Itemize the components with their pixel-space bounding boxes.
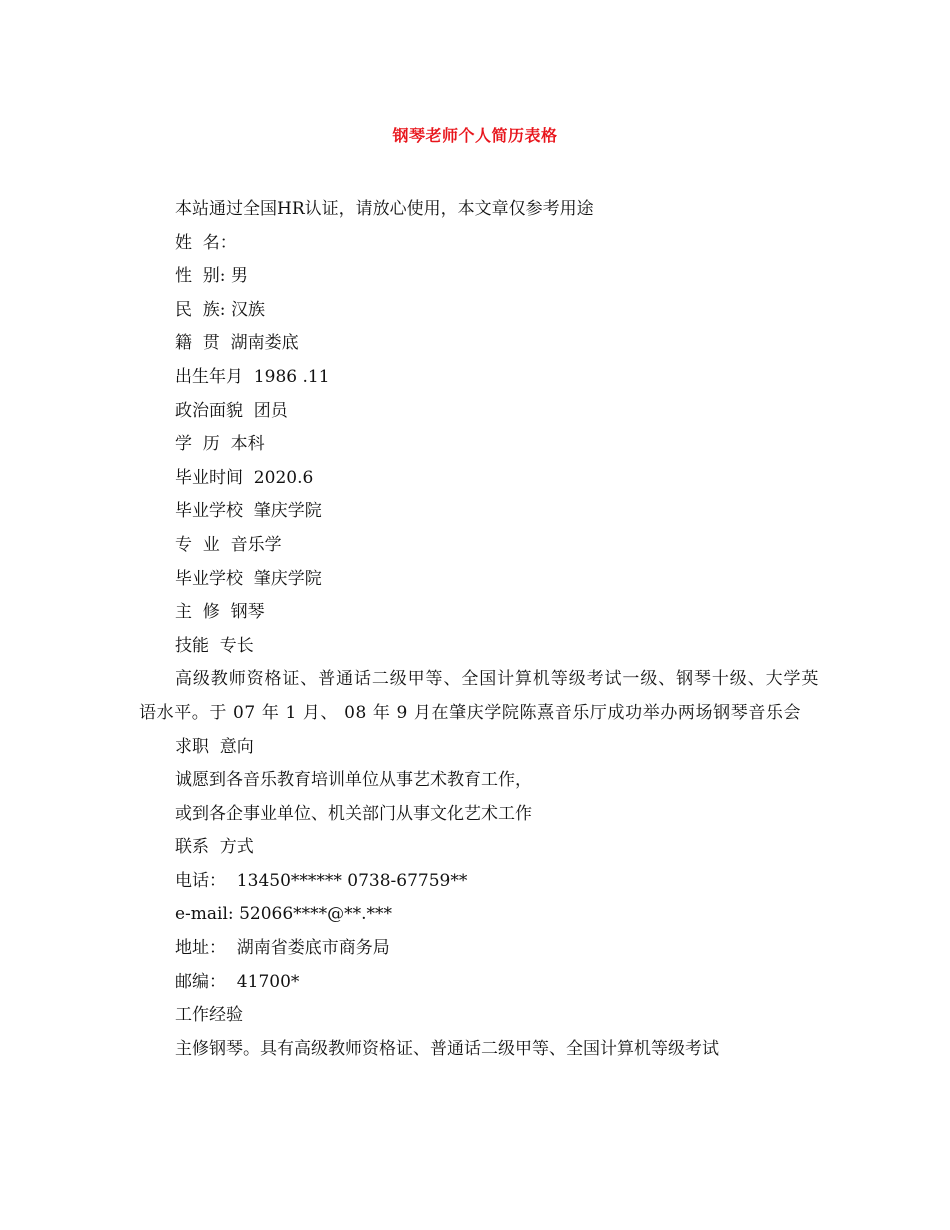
field-ethnicity: 民 族: 汉族: [175, 299, 265, 320]
document-body: [139, 193, 819, 1066]
field-graduation-school: 毕业学校 肇庆学院: [175, 501, 322, 522]
field-graduation-time: 毕业时间 2020.6: [175, 467, 314, 488]
document-title: 钢琴老师个人简历表格: [392, 126, 558, 145]
field-native-place: 籍 贯 湖南娄底: [175, 333, 299, 354]
notice-line: 本站通过全国HR认证，请放心使用，本文章仅参考用途: [175, 199, 594, 219]
section-work-experience-heading: 工作经验: [175, 1005, 243, 1026]
field-major: 专 业 音乐学: [175, 534, 282, 555]
section-job-intent-heading: 求职 意向: [175, 736, 254, 757]
field-gender: 性 别: 男: [175, 266, 248, 287]
field-political-status: 政治面貌 团员: [175, 400, 288, 421]
contact-address: 地址： 湖南省娄底市商务局: [175, 938, 390, 959]
contact-phone: 电话： 13450****** 0738-67759**: [175, 870, 468, 891]
job-intent-line-2: 或到各企事业单位、机关部门从事文化艺术工作: [175, 803, 532, 824]
contact-postcode: 邮编： 41700*: [175, 971, 300, 992]
field-name: 姓 名：: [175, 232, 237, 253]
work-experience-line: 主修钢琴。具有高级教师资格证、普通话二级甲等、全国计算机等级考试: [175, 1038, 719, 1059]
section-skills-heading: 技能 专长: [175, 635, 254, 656]
job-intent-line-1: 诚愿到各音乐教育培训单位从事艺术教育工作，: [175, 770, 532, 791]
field-main-subject: 主 修 钢琴: [175, 602, 265, 623]
section-contact-heading: 联系 方式: [175, 837, 254, 858]
field-birth-date: 出生年月 1986 .11: [175, 366, 330, 387]
field-education: 学 历 本科: [175, 434, 265, 455]
contact-email: e-mail: 52066****@**.***: [175, 904, 393, 925]
field-graduation-school-repeat: 毕业学校 肇庆学院: [175, 568, 322, 589]
skills-paragraph: 高级教师资格证、普通话二级甲等、全国计算机等级考试一级、钢琴十级、大学英语水平。于 07 年 1 月、 08 年 9 月在肇庆学院陈熹音乐厅成功举办两场钢琴音乐会: [139, 669, 819, 723]
